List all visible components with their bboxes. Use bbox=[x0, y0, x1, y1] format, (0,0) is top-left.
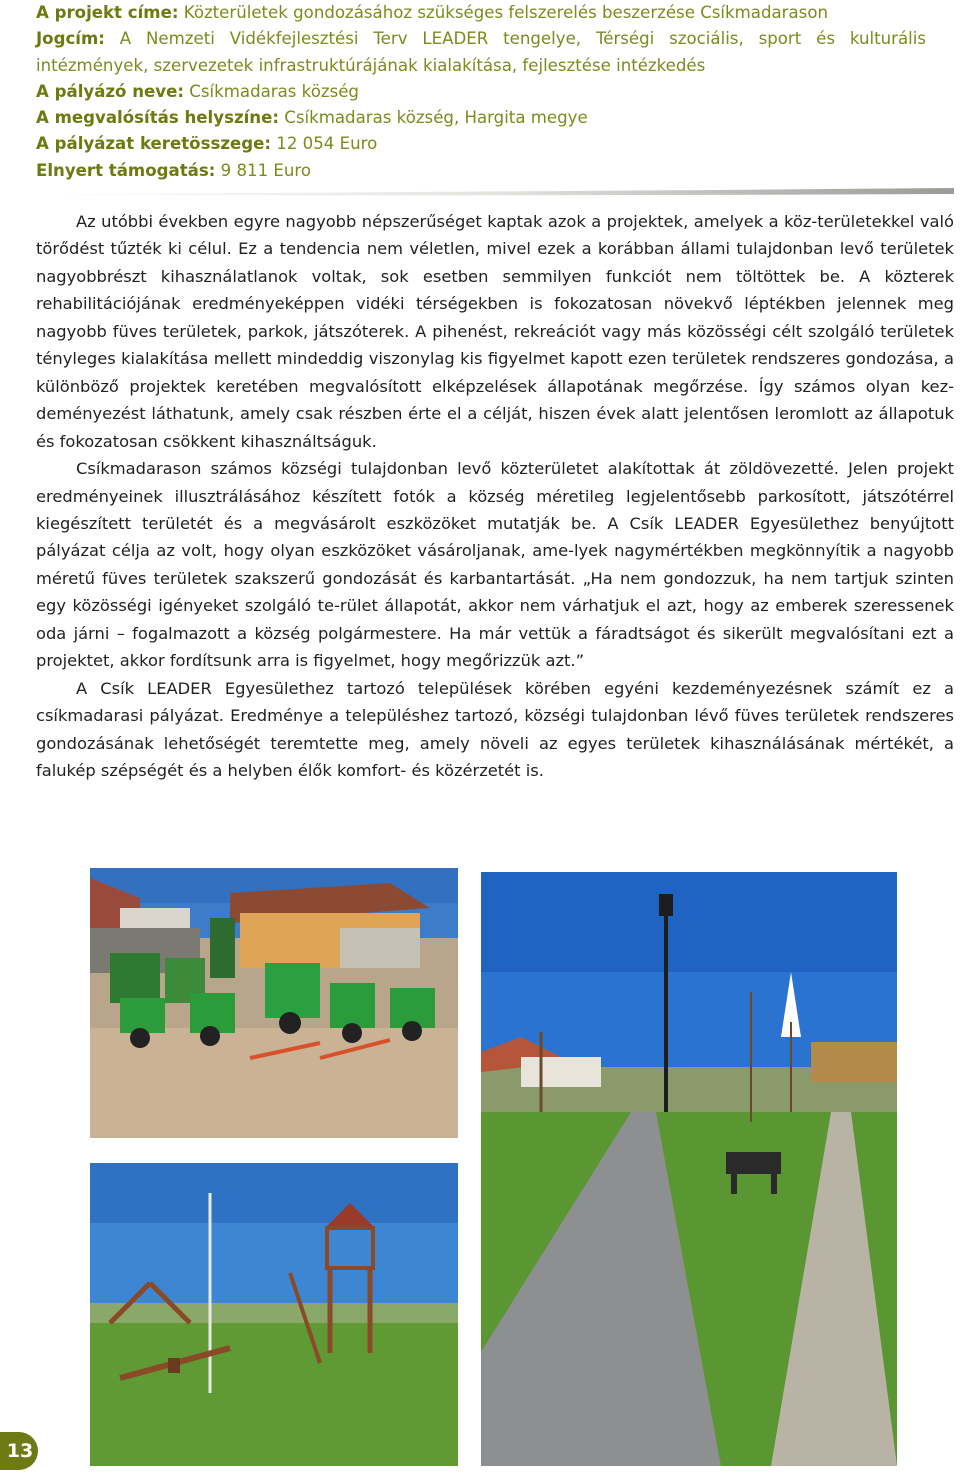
applicant-label: A pályázó neve: bbox=[36, 81, 185, 101]
budget-line bbox=[36, 131, 926, 157]
grant-label: Elnyert támogatás: bbox=[36, 160, 216, 180]
paragraph-3: A Csík LEADER Egyesülethez tartozó települések körében egyéni kezdeményezésnek számít ez a csíkmadarasi pályázat. Eredménye a településhez tartozó, községi tulajdonban lévő füves területek rendszeres gondozásának lehetőségét teremtette meg, amely növeli az egyes területek kihasználásának mértékét, a falukép szépségét és a helyben élők komfort- és közérzetét is. bbox=[36, 678, 954, 781]
applicant-line bbox=[36, 79, 926, 105]
project-info-header bbox=[36, 0, 926, 184]
article-body bbox=[36, 208, 954, 785]
legal-basis-label: Jogcím: bbox=[36, 29, 105, 49]
section-divider bbox=[36, 188, 954, 198]
legal-basis-value: A Nemzeti Vidékfejlesztési Terv LEADER tengelye, Térségi szociális, sport és kulturális bbox=[104, 29, 926, 49]
budget-label: A pályázat keretösszege: bbox=[36, 134, 272, 154]
budget-value: 12 054 Euro bbox=[271, 134, 378, 154]
photo-lawn-equipment bbox=[90, 868, 458, 1138]
project-title-value: Közterületek gondozásához szükséges felszerelés beszerzése Csíkmadarason bbox=[178, 3, 828, 22]
project-title-label: A projekt címe: bbox=[36, 3, 179, 22]
paragraph-2: Csíkmadarason számos községi tulajdonban levő közterületet alakítottak át zöldövezetté. Jelen projekt eredményeinek illusztrálásához készített fotók a község méretileg legjelentősebb parkosított, játszótérrel kiegészített területét és a megvásárolt eszközöket mutatják be. A Csík LEADER Egyesülethez benyújtott pályázat célja az volt, hogy olyan eszközöket vásároljanak, ame-lyek nagymértékben megkönnyítik a nagyobb méretű füves területek szakszerű gondozását és karbantartását. „Ha nem gondozzuk, ha nem tartjuk szinten egy közösségi igényeket szolgáló te-rület állapotát, akkor nem várhatjuk el azt, hogy az emberek szeressenek oda járni – fogalmazott a község polgármestere. Ha már vettük a fáradtságot és sikerült megvalósítani ezt a projektet, akkor fordítsunk arra is figyelmet, hogy megőrizzük azt.” bbox=[36, 459, 954, 671]
photo-playground bbox=[90, 1163, 458, 1466]
location-line bbox=[36, 105, 926, 131]
grant-line bbox=[36, 158, 926, 184]
legal-basis-line-2 bbox=[36, 53, 926, 79]
applicant-value: Csíkmadaras község bbox=[184, 81, 359, 101]
location-label: A megvalósítás helyszíne: bbox=[36, 108, 279, 128]
paragraph-1: Az utóbbi években egyre nagyobb népszerűséget kaptak azok a projektek, amelyek a köz-területekkel való törődést tűzték ki célul. Ez a tendencia nem véletlen, mivel ezek a korábban állami tulajdonban levő területek nagyobbrészt kihasználatlanok voltak, sok esetben semmilyen funkciót nem töltöttek be. A közterek rehabilitációjának eredményeképpen vidéki térségekben is fokozatosan növekvő léptékben jelennek meg nagyobb füves területek, parkok, játszóterek. A pihenést, rekreációt vagy más közösségi célt szolgáló területek tényleges kialakítása mellett mindeddig viszonylag kis figyelmet kapott ezen területek rendszeres gondozása, a különböző projektek keretében megvalósított elképzelések állapotának megőrzése. Így számos olyan kez-deményezést láthatunk, amely csak részben érte el a célját, hiszen évek alatt jelentősen leromlott az állapotuk és fokozatosan csökkent kihasználtságuk. bbox=[36, 212, 954, 451]
legal-basis-value-2: intézmények, szervezetek infrastruktúrájának kialakítása, fejlesztése intézkedés bbox=[36, 55, 706, 75]
page-number: 13 bbox=[0, 1432, 38, 1470]
grant-value: 9 811 Euro bbox=[215, 160, 312, 180]
project-title-line bbox=[36, 0, 926, 26]
legal-basis-line bbox=[36, 26, 926, 52]
photo-park-path bbox=[481, 872, 897, 1466]
location-value: Csíkmadaras község, Hargita megye bbox=[279, 108, 588, 128]
